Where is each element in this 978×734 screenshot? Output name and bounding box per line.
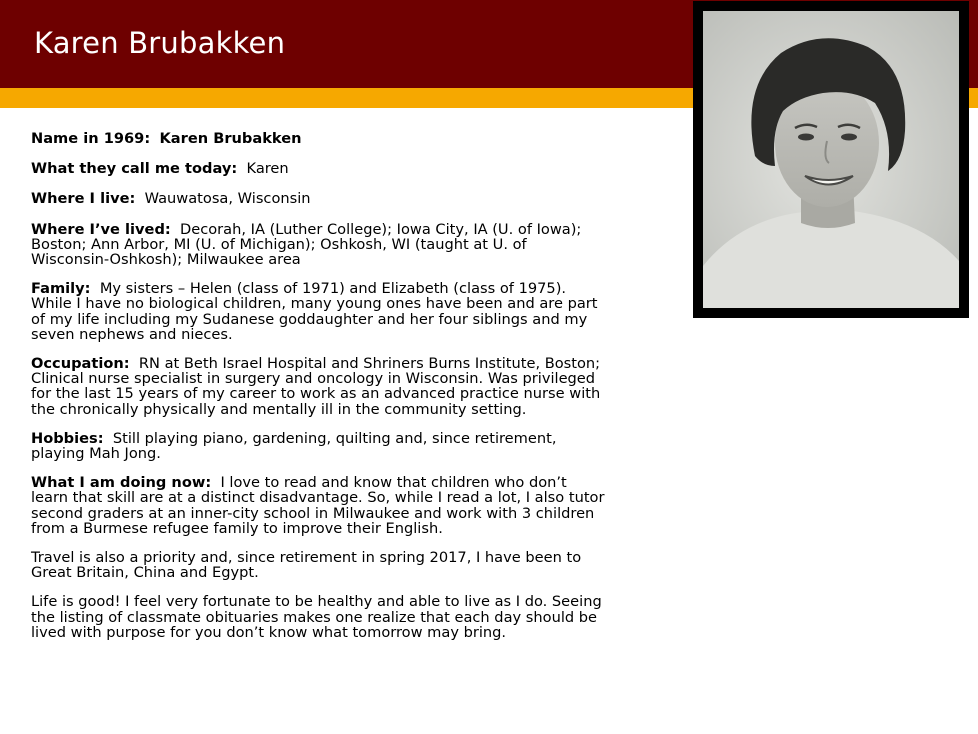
where-ive-lived-row: [31, 222, 606, 268]
doing-now-row: [31, 475, 606, 536]
name-in-1969-value: Karen Brubakken: [159, 130, 302, 147]
profile-content: [31, 131, 606, 654]
occupation-row: [31, 356, 606, 417]
where-ive-lived-label: Where I’ve lived:: [31, 220, 171, 238]
occupation-label: Occupation:: [31, 355, 130, 373]
name-in-1969-label: Name in 1969:: [31, 130, 151, 147]
where-ive-lived-value: Decorah, IA (Luther College); Iowa City, IA (U. of Iowa); Boston; Ann Arbor, MI (U. of Michigan); Oshkosh, WI (taught at U. of Wisconsin-Oshkosh); Milwaukee area: [31, 220, 582, 269]
portrait-photo: [703, 11, 959, 308]
life-paragraph: Life is good! I feel very fortunate to be healthy and able to live as I do. Seeing the listing of classmate obituaries makes one realize that each day should be lived with purpose for you don’t know what tomorrow may bring.: [31, 593, 602, 641]
where-i-live-row: [31, 191, 606, 206]
hobbies-row: [31, 431, 606, 461]
family-value: My sisters – Helen (class of 1971) and Elizabeth (class of 1975). While I have no biological children, many young ones have been and are part of my life including my Sudanese goddaughter and her four siblings and my seven nephews and nieces.: [31, 280, 598, 343]
name-in-1969-row: [31, 131, 606, 146]
called-today-label: What they call me today:: [31, 160, 238, 178]
page-title: Karen Brubakken: [34, 26, 286, 60]
family-label: Family:: [31, 280, 91, 298]
where-i-live-label: Where I live:: [31, 190, 136, 208]
doing-now-label: What I am doing now:: [31, 474, 212, 492]
doing-now-value: I love to read and know that children who don’t learn that skill are at a distinct disadvantage. So, while I read a lot, I also tutor second graders at an inner-city school in Milwaukee and work with 3 children from a Burmese refugee family to improve their English.: [31, 474, 605, 537]
where-i-live-value: Wauwatosa, Wisconsin: [144, 190, 311, 208]
called-today-row: [31, 161, 606, 176]
called-today-value: Karen: [246, 160, 289, 178]
travel-paragraph: Travel is also a priority and, since retirement in spring 2017, I have been to Great Britain, China and Egypt.: [31, 549, 582, 582]
hobbies-value: Still playing piano, gardening, quilting and, since retirement, playing Mah Jong.: [31, 429, 557, 463]
family-row: [31, 281, 606, 342]
hobbies-label: Hobbies:: [31, 429, 104, 447]
photo-frame: [693, 1, 969, 318]
occupation-value: RN at Beth Israel Hospital and Shriners Burns Institute, Boston; Clinical nurse specialist in surgery and oncology in Wisconsin. Was privileged for the last 15 years of my career to work as an advanced practice nurse with the chronically physically and mentally ill in the community setting.: [31, 355, 601, 418]
